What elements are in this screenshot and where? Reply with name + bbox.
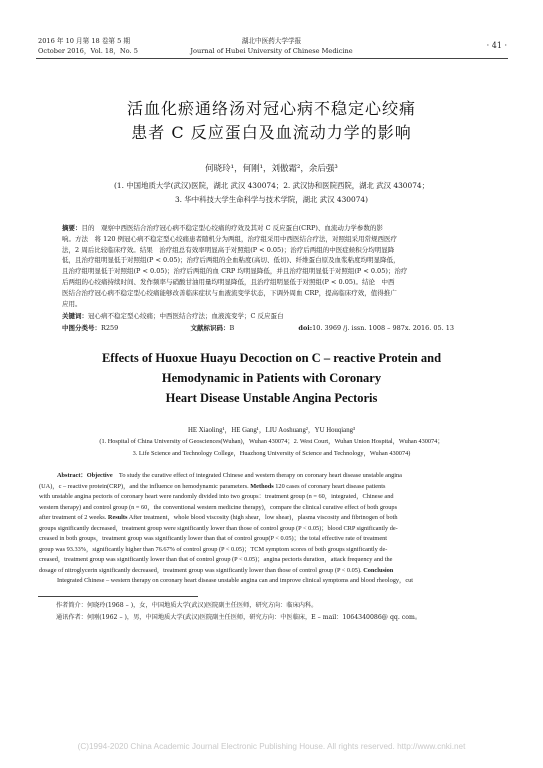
title-en-line1: Effects of Huoxue Huayu Decoction on C – reactive Protein and bbox=[101, 351, 442, 365]
abstract-cn-line: 医结合治疗冠心病不稳定型心绞痛能够改善临床症状与血液流变学状态，下调外周血 CRP，提高临床疗效，值得推广 bbox=[62, 288, 397, 297]
affiliation-en-line2: 3. Life Science and Technology College，Huazhong University of Science and Technology，Wuhan 430074) bbox=[132, 450, 411, 457]
abstract-en-line: (UA)，c – reactive protein(CRP)，and the influence on hemodynamic parameters. bbox=[39, 482, 249, 490]
footnote-rule bbox=[38, 596, 198, 597]
copyright-watermark: (C)1994-2020 China Academic Journal Electronic Publishing House. All rights reserved. http://www.cnki.net bbox=[77, 742, 466, 751]
header-journal-en: Journal of Hubei University of Chinese Medicine bbox=[190, 47, 353, 55]
keywords-cn-text: 冠心病不稳定型心绞痛；中西医结合疗法；血液流变学；C 反应蛋白 bbox=[88, 312, 284, 320]
abstract-cn-line: 法，2 周后比较临床疗效。结果 治疗组总有效率明显高于对照组(P < 0.05)；治疗后两组的中医症候积分均明显降 bbox=[62, 245, 395, 254]
page-number: · 41 · bbox=[486, 41, 507, 50]
clc-label: 中图分类号： bbox=[62, 324, 101, 332]
abstract-en-line: group was 93.33%，significantly higher than 76.67% of control group (P < 0.05)；TCM symptom scores of both groups significantly de- bbox=[39, 545, 388, 553]
methods-label: Methods bbox=[250, 482, 274, 490]
conclusion-label: Conclusion bbox=[363, 566, 394, 574]
authors-en: HE Xiaoling¹，HE Gang¹，LIU Aoshuang²，YU Houqiang³ bbox=[187, 427, 356, 434]
authors-cn: 何晓玲¹，何刚¹，刘傲霜²，余后强³ bbox=[205, 164, 338, 174]
abstract-en-label: Abstract： bbox=[57, 472, 87, 479]
abstract-en-line: after treatment of 2 weeks. bbox=[39, 514, 107, 521]
abstract-cn-label: 摘要： bbox=[62, 224, 82, 232]
abstract-en-line: 120 cases of coronary heart disease patients bbox=[275, 482, 386, 490]
abstract-cn-line: 响。方法 将 120 例冠心病不稳定型心绞痛患者随机分为两组，治疗组采用中西医结合疗法，对照组采用常规西医疗 bbox=[62, 234, 398, 243]
keywords-cn-label: 关键词： bbox=[62, 312, 88, 320]
doi-value: 10. 3969 /j. issn. 1008 – 987x. 2016. 05. 13 bbox=[312, 324, 455, 332]
title-en-line2: Hemodynamic in Patients with Coronary bbox=[161, 371, 382, 385]
doc-code-value: B bbox=[229, 324, 235, 332]
title-cn-line1: 活血化瘀通络汤对冠心病不稳定心绞痛 bbox=[126, 99, 416, 118]
header-issue-cn: 2016 年 10 月第 18 卷第 5 期 bbox=[38, 37, 130, 45]
abstract-en-line: with unstable angina pectoris of coronary heart were randomly divided into two groups：treatment group (n = 60，integrated，Chinese and bbox=[39, 493, 394, 500]
abstract-en bbox=[39, 471, 507, 587]
abstract-en-line: Integrated Chinese – western therapy on coronary heart disease unstable angina can and improve clinical symptoms and blood rheology，cut bbox=[57, 577, 414, 584]
header-rule bbox=[36, 58, 508, 59]
abstract-cn bbox=[62, 223, 482, 309]
header-issue-en: October 2016，Vol. 18，No. 5 bbox=[38, 47, 138, 55]
abstract-cn-line: 应用。 bbox=[62, 299, 82, 308]
doi-label: doi: bbox=[298, 324, 313, 332]
title-en-line3: Heart Disease Unstable Angina Pectoris bbox=[165, 391, 378, 405]
abstract-en-line: creased in both groups，treatment group was significantly lower than that of control group(P < 0.05)；the total effective rate of treatment bbox=[39, 535, 388, 542]
doc-code-label: 文献标识码： bbox=[190, 324, 230, 332]
abstract-cn-line: 低，且治疗组明显低于对照组(P < 0.05)；治疗后两组的全血粘度(高切、低切)、纤维蛋白原及血浆粘度均明显降低， bbox=[62, 256, 400, 265]
abstract-cn-line: 后两组的心绞痛持续时间、发作频率与硝酸甘油用量均明显降低，且治疗组明显低于对照组(P < 0.05)。结论 中西 bbox=[62, 277, 395, 286]
abstract-en-line: western therapy) and control group (n = 60，the conventional western medicine therapy)，compare the clinical curative effect of both groups bbox=[39, 503, 398, 511]
affiliation-cn-line1: (1. 中国地质大学(武汉)医院，湖北 武汉 430074；2. 武汉协和医院西院，湖北 武汉 430074； bbox=[114, 181, 429, 190]
header-journal-cn: 湖北中医药大学学报 bbox=[241, 37, 302, 45]
abstract-cn-line: 且治疗组明显低于对照组(P < 0.05)；治疗后两组的血 CRP 均明显降低，并且治疗组明显低于对照组(P < 0.05)；治疗 bbox=[62, 267, 408, 276]
footnote-first-author: 作者简介：何晓玲(1968 – )，女，中国地质大学(武汉)医院副主任医师，研究方向：临床内科。 bbox=[56, 602, 318, 609]
keywords-cn bbox=[62, 311, 482, 322]
abstract-en-line: To study the curative effect of integrated Chinese and western therapy on coronary heart disease unstable angina bbox=[118, 472, 402, 479]
abstract-en-line: groups significantly decreased，treatment group were significantly lower than those of control group (P < 0.05)；blood CRP significantly de- bbox=[39, 524, 398, 532]
footnote-corresponding-author: 通讯作者：何刚(1962 – )，男，中国地质大学(武汉)医院副主任医师，研究方向：中医临床，E – mail：1064340086@ qq. com。 bbox=[56, 614, 422, 621]
results-label: Results bbox=[107, 514, 128, 521]
abstract-cn-line: 目的 观察中西医结合治疗冠心病不稳定型心绞痛的疗效及其对 C 反应蛋白(CRP)、血流动力学参数的影 bbox=[81, 224, 383, 232]
clc-value: R259 bbox=[101, 324, 119, 332]
abstract-en-line: After treatment，whole blood viscosity (high shear，low shear)，plasma viscosity and fibrinogen of both bbox=[128, 514, 398, 521]
title-cn-line2: 患者 C 反应蛋白及血流动力学的影响 bbox=[131, 123, 412, 142]
classification-line bbox=[62, 323, 502, 334]
affiliation-cn-line2: 3. 华中科技大学生命科学与技术学院，湖北 武汉 430074) bbox=[174, 195, 368, 204]
objective-label: Objective bbox=[86, 472, 113, 479]
affiliation-en-line1: (1. Hospital of China University of Geosciences(Wuhan)，Wuhan 430074；2. West Court，Wuhan Union Hospital，Wuhan 430074； bbox=[99, 438, 444, 445]
abstract-en-line: creased，treatment group was significantly lower than that of control group (P < 0.05)；angina pectoris duration，attack frequency and the bbox=[39, 556, 393, 563]
abstract-en-line: dosage of nitroglycerin significantly decreased，treatment group was significantly lower than those of control group (P < 0.05). bbox=[39, 566, 362, 574]
